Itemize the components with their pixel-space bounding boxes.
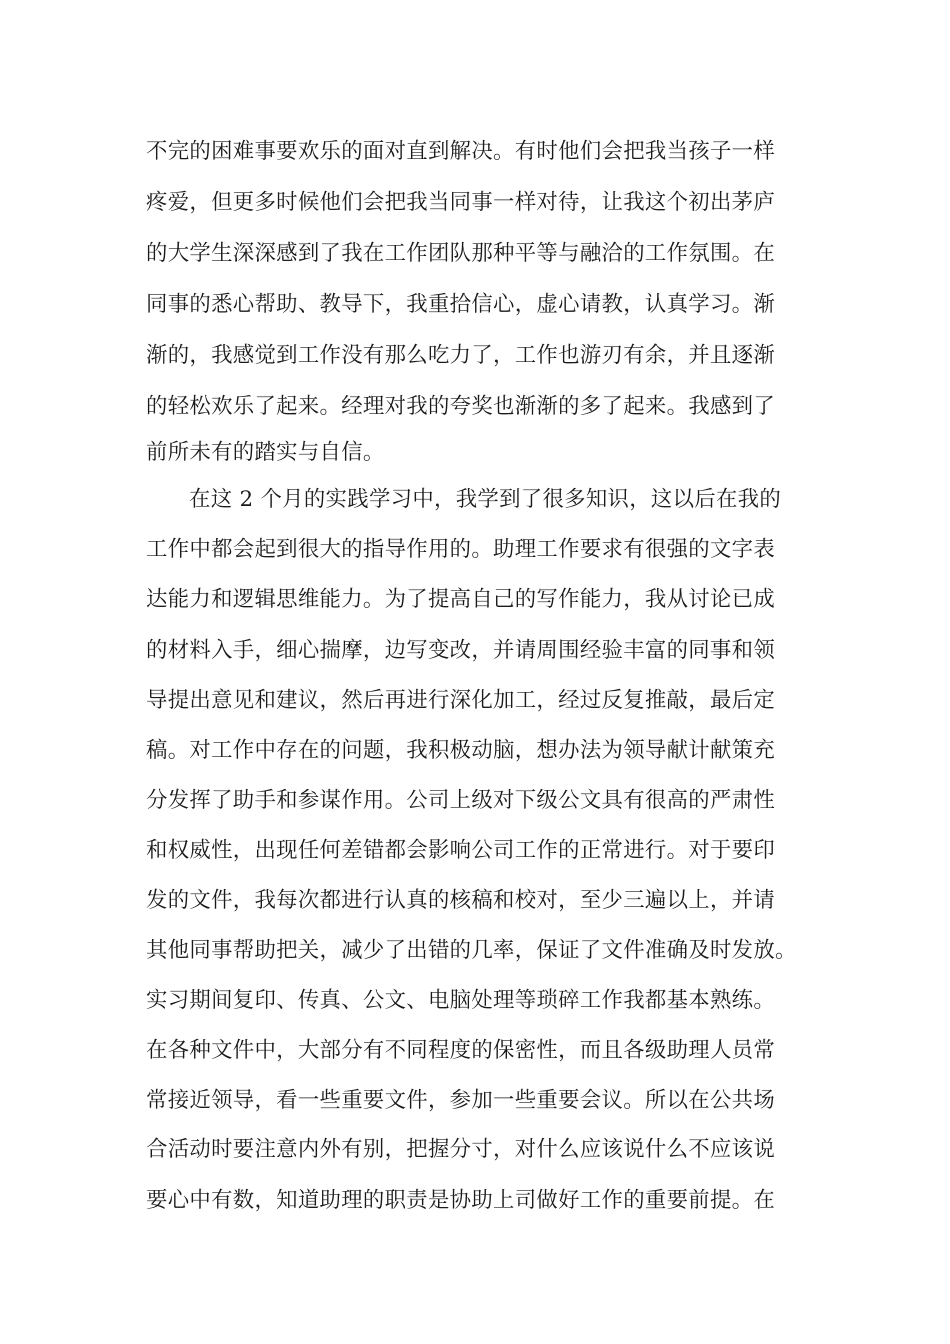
text-line: 分发挥了助手和参谋作用。公司上级对下级公文具有很高的严肃性 bbox=[146, 788, 776, 813]
text-line: 工作中都会起到很大的指导作用的。助理工作要求有很强的文字表 bbox=[146, 537, 776, 562]
text-line: 达能力和逻辑思维能力。为了提高自己的写作能力，我从讨论已成 bbox=[146, 587, 776, 612]
text-line: 前所未有的踏实与自信。 bbox=[146, 440, 385, 465]
text-line: 要心中有数，知道助理的职责是协助上司做好工作的重要前提。在 bbox=[146, 1188, 776, 1213]
text-line: 渐的，我感觉到工作没有那么吃力了，工作也游刃有余，并且逐渐 bbox=[146, 343, 776, 368]
text-line: 其他同事帮助把关，减少了出错的几率，保证了文件准确及时发放。 bbox=[146, 938, 797, 963]
text-line: 常接近领导，看一些重要文件，参加一些重要会议。所以在公共场 bbox=[146, 1088, 776, 1113]
text-line: 疼爱，但更多时候他们会把我当同事一样对待，让我这个初出茅庐 bbox=[146, 190, 776, 215]
text-line: 不完的困难事要欢乐的面对直到解决。有时他们会把我当孩子一样 bbox=[146, 139, 776, 164]
text-line: 同事的悉心帮助、教导下，我重拾信心，虚心请教，认真学习。渐 bbox=[146, 292, 776, 317]
text-line: 的大学生深深感到了我在工作团队那种平等与融洽的工作氛围。在 bbox=[146, 241, 776, 266]
text-line: 实习期间复印、传真、公文、电脑处理等琐碎工作我都基本熟练。 bbox=[146, 988, 776, 1013]
text-line: 导提出意见和建议，然后再进行深化加工，经过反复推敲，最后定 bbox=[146, 688, 776, 713]
text-line: 发的文件，我每次都进行认真的核稿和校对，至少三遍以上，并请 bbox=[146, 888, 776, 913]
text-line: 合活动时要注意内外有别，把握分寸，对什么应该说什么不应该说 bbox=[146, 1137, 776, 1162]
text-line: 的轻松欢乐了起来。经理对我的夸奖也渐渐的多了起来。我感到了 bbox=[146, 394, 776, 419]
text-line: 在各种文件中，大部分有不同程度的保密性，而且各级助理人员常 bbox=[146, 1038, 776, 1063]
text-line: 和权威性，出现任何差错都会影响公司工作的正常进行。对于要印 bbox=[146, 838, 776, 863]
text-line: 稿。对工作中存在的问题，我积极动脑，想办法为领导献计献策充 bbox=[146, 738, 776, 763]
text-line: 的材料入手，细心揣摩，边写变改，并请周围经验丰富的同事和领 bbox=[146, 638, 776, 663]
paragraph-first-line: 在这 2 个月的实践学习中，我学到了很多知识，这以后在我的 bbox=[189, 487, 782, 512]
